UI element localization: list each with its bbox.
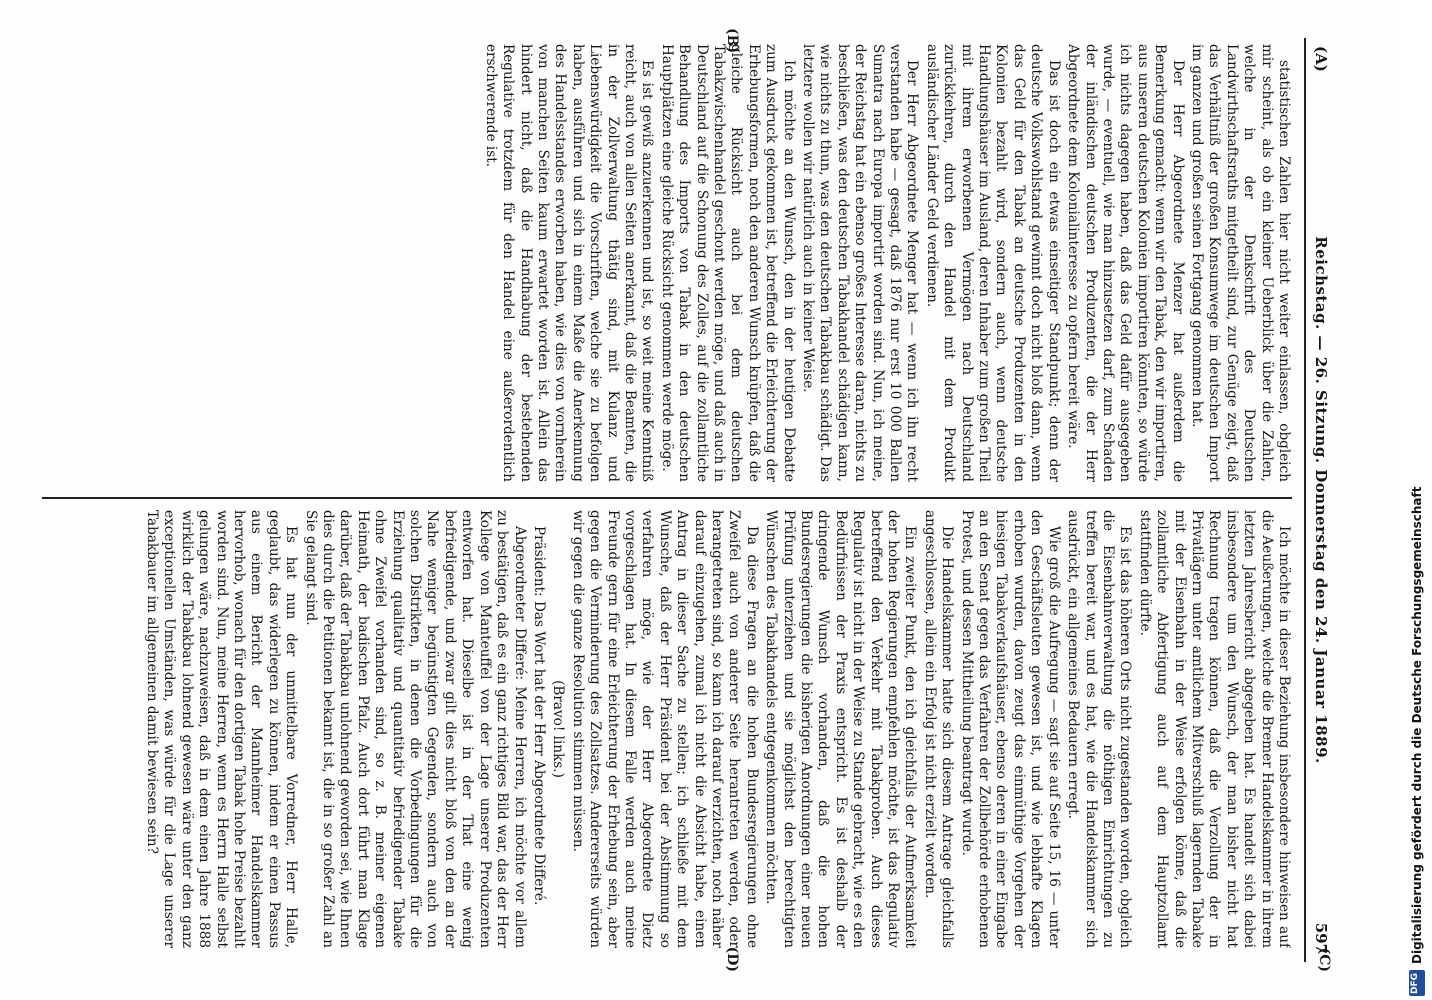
paragraph: Ein zweiter Punkt, den ich gleichfalls der Aufmerksamkeit der hohen Regierungen empfehlen möchte, ist das Regulativ betreffend den Verkehr mit Tabakproben. Auch dieses Regulativ ist nicht in der Weise zu Stande gebracht, wie es den Bedürfnissen der Praxis entspricht. Es ist deshalb der dringende Wunsch vorhanden, daß die hohen Bundesregierungen die bisherigen Anordnungen einer neuen Prüfung unterziehen und sie möglichst den berechtigten Wünschen des Tabakhandels entgegenkommen möchten. — [763, 510, 919, 948]
paragraph: Wie groß die Aufregung — sagt sie auf Seite 15, 16 — unter den Geschäftsleuten gewesen ist, und wie lebhafte Klagen erhoben wurden, davon zeugt das einmüthige Vorgehen der hiesigen Tabakverkaufshäuser, ebenso deren in einer Eingabe an den Senat gegen das Verfahren der Zollbehörde erhobenen Protest, und dessen Mittheilung beantragt wurde. — [958, 510, 1062, 948]
paragraph: Der Herr Abgeordnete Menger hat — wenn ich ihn recht verstanden habe — gesagt, daß 1876 nur erst 10 000 Ballen Sumatra nach Europa importirt worden sind. Nun, ich meine, der Reichstag hat ein ebenso großes Interesse daran, nichts zu beschließen, was den deutschen Tabakhandel schädigen kann, wie nichts zu thun, was den deutschen Tabakbau schädigt. Das letztere wollen wir natürlich auch in keiner Weise. — [800, 44, 921, 482]
speaker-paragraph: Abgeordneter Differé: Meine Herren, ich möchte vor allem zu bestätigen, daß es ein ganz richtiges Bild war, das der Herr Kollege von Manteuffel von der Lage unserer Produzenten entworfen hat. Dieselbe ist in der That eine wenig befriedigende, und zwar gilt dies nicht bloß von den an der Nahe weniger begünstigten Gegenden, sondern auch von solchen Distrikten, in denen die Vorbedingungen für die Erziehung qualitativ und quantitativ befriedigender Tabake ohne Zweifel vorhanden sind, so z. B. meiner eigenen Heimath, der badischen Pfalz. Auch dort führt man Klage darüber, daß der Tabakbau unlohnend geworden sei, wie Ihnen dies durch die Petitionen bekannt ist, die in so großer Zahl an Sie gelangt sind. — [302, 510, 528, 948]
text-column-left — [42, 44, 1292, 482]
margin-marker-c: (C) — [1316, 947, 1332, 972]
page-header — [1302, 46, 1330, 954]
paragraph: Es ist das höheren Orts nicht zugestanden worden, obgleich die Eisenbahnverwaltung die nöthigen Einrichtungen zu treffen bereit war, und es hat, wie die Handelskammer sich ausdrückt, ein allgemeines Bedauern erregt. — [1065, 510, 1134, 948]
paragraph: Es hat nun der unmittelbare Vorredner, Herr Halle, geglaubt, das widerlegen zu können, indem er einen Passus aus einem Bericht der Mannheimer Handelskammer hervorhob, wonach für den dortigen Tabak hohe Preise bezahlt worden sind. Nun, meine Herren, wenn es Herrn Halle selbst gelungen wäre, nachzuweisen, daß in dem einen Jahre 1888 wirklich der Tabakbau lohnend gewesen wäre unter den ganz exceptionellen Umständen, was würde für die Lage unserer Tabakbauer im allgemeinen damit bewiesen sein? — [144, 510, 300, 948]
paragraph: Ich möchte an den Wunsch, den in der heutigen Debatte zum Ausdruck gekommen ist, betreffend die Erleichterung der Erhebungsformen, noch den anderen Wunsch knüpfen, daß die gleiche Rücksicht auch bei dem deutschen Tabakzwischenhandel geschont werden möge, und daß auch in Deutschland auf die Schonung des Zolles, auf die zollamtliche Behandlung des Imports von Tabak in den deutschen Hauptplätzen eine gleiche Rücksicht genommen werde möge. — [658, 44, 797, 482]
rotated-page-content — [30, 30, 1370, 970]
margin-marker-b: (B) — [724, 28, 740, 54]
footer-text: Digitalisierung gefördert durch die Deutsche Forschungsgemeinschaft — [1410, 486, 1424, 964]
paragraph: Der Herr Abgeordnete Menzer hat außerdem die Bemerkung gemacht: wenn wir den Tabak, den wir importiren, aus unseren deutschen Kolonien importiren könnten, so würde ich nichts dagegen haben, daß das Geld dafür ausgegeben wurde, — eventuell, wie man hinzusetzen darf, zum Schaden der inländischen deutschen Produzenten, die der Herr Abgeordnete dem Kolonialinteresse zu opfern bereit wäre. — [1065, 44, 1186, 482]
header-rule — [1304, 38, 1306, 962]
page-title: Reichstag. — 26. Sitzung. Donnerstag den 24. Januar 1889. — [1312, 236, 1330, 764]
dfg-logo: DFG — [1409, 970, 1425, 996]
paragraph: statistischen Zahlen hier nicht weiter einlassen, obgleich mir scheint, als ob ein kleiner Ueberblick über die Zahlen, welche in der Denkschrift des Deutschen Landwirthschaftsraths mitgetheilt sind, zur Genüge zeigt, daß das Verhältniß der großen Konsumwege im deutschen Import im ganzen und großen seinen Fortgang genommen hat. — [1188, 44, 1292, 482]
digitization-footer — [1406, 4, 1428, 996]
margin-marker-d: (D) — [724, 946, 740, 972]
applause-note: (Bravo! links.) — [550, 680, 567, 778]
paragraph: Es ist gewiß anzuerkennen und ist, so weit meine Kenntniß reicht, auch von allen Seiten anerkannt, daß die Beamten, die in der Zollverwaltung thätig sind, mit Kulanz und Liebenswürdigkeit die Vorschriften, welche sie zu befolgen haben, ausführen und sich in einem Maße die Anerkennung des Handelsstandes erworben haben, wie dies von vornherein von manchen Seiten kaum erwartet worden ist. Allein das hindert nicht, daß die Handhabung der bestehenden Regulative trotzdem für den Handel eine außerordentlich erschwerende ist. — [482, 44, 656, 482]
paragraph: Ich möchte in dieser Beziehung insbesondere hinweisen auf die Aeußerungen, welche die Bremer Handelskammer in ihrem letzten Jahresbericht abgegeben hat. Es handelt sich dabei insbesondere um den Wunsch, der man bisher nicht hat Rechnung tragen können, daß die Verzollung der in Privatlägern unter amtlichem Mitverschluß lagernden Tabake mit der Eisenbahn in der Weise erfolgen könne, daß die zollamtliche Abfertigung auch auf dem Hauptzollamt stattfinden dürfte. — [1136, 510, 1292, 948]
paragraph: Da diese Fragen an die hohen Bundesregierungen ohne Zweifel auch von anderer Seite herantreten werden, oder herangetreten sind, so kann ich darauf verzichten, noch näher darauf einzugehen, zumal ich nicht die Absicht habe, einen Antrag in dieser Sache zu stellen; ich schließe mit dem Wunsche, daß der Herr Präsident bei der Abstimmung so verfahren möge, wie der Herr Abgeordnete Dietz vorgeschlagen hat. In diesem Falle werden auch meine Freunde gern für eine Erleichterung der Erhebung sein, aber gegen die Verminderung des Zollsatzes. Andererseits würden wir gegen die ganze Resolution stimmen müssen. — [569, 510, 760, 948]
paragraph: Die Handelskammer hatte sich diesem Antrage gleichfalls angeschlossen, allein ein Erfolg ist nicht erzielt worden. — [921, 510, 956, 948]
speaker-paragraph: Präsident: Das Wort hat der Herr Abgeordnete Differé. — [530, 526, 547, 906]
paragraph: Das ist doch ein etwas einseitiger Standpunkt; denn der deutsche Volkswohlstand gewinnt doch nicht bloß dann, wenn das Geld für den Tabak an deutsche Produzenten in den Kolonien bezahlt wird, sondern auch, wenn deutsche Handlungshäuser im Ausland, deren Inhaber zum großen Theil mit ihrem erworbenen Vermögen nach Deutschland zurückkehren, durch den Handel mit dem Produkt ausländischer Länder Geld verdienen. — [923, 44, 1062, 482]
text-column-right — [42, 510, 1292, 948]
header-marker-a: (A) — [1312, 46, 1330, 72]
page-number: 597 — [1312, 922, 1330, 954]
column-divider — [42, 497, 1292, 499]
